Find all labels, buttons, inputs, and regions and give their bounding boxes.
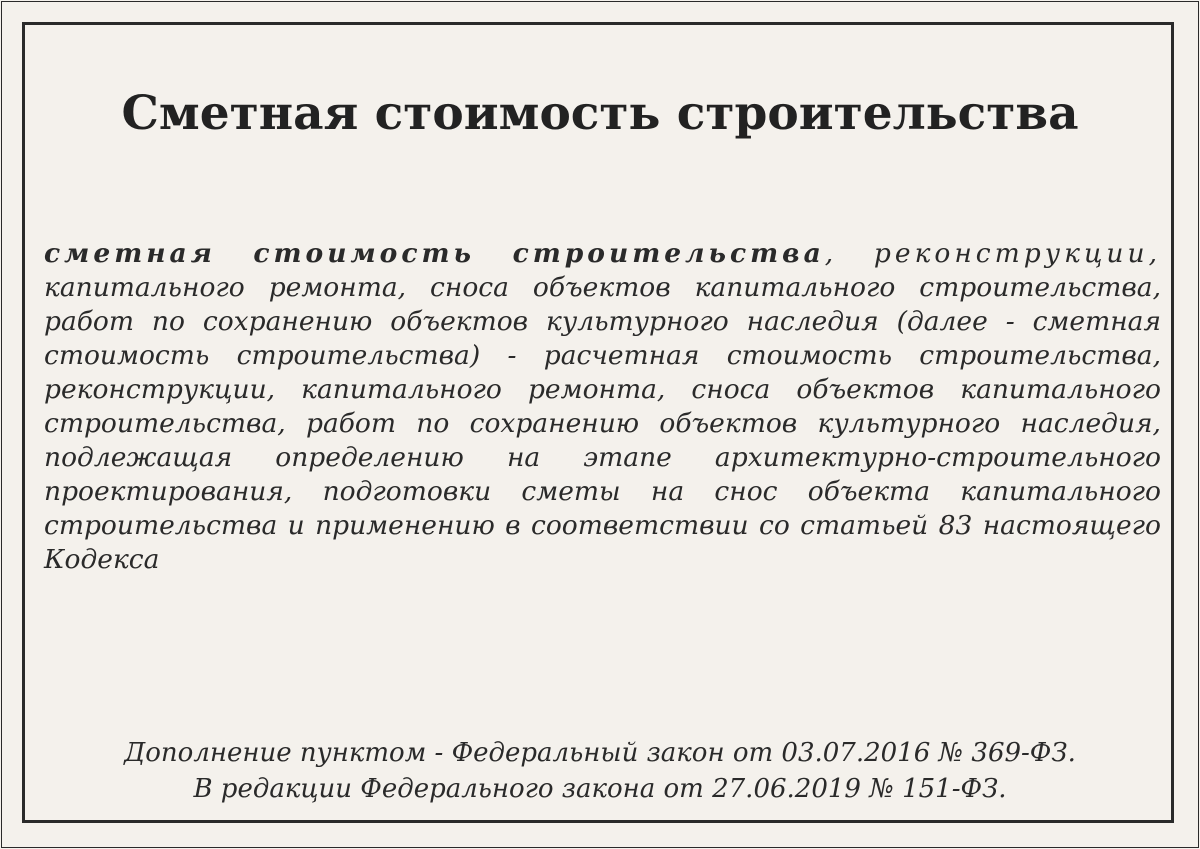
amendment-line-1: Дополнение пунктом - Федеральный закон от 03.07.2016 № 369-ФЗ.: [124, 738, 1076, 768]
definition-body: капитального ремонта, сноса объектов капитального строительства, работ по сохранению объектов культурного наследия (далее - сметная стоимость строительства) - расчетная стоимость строительства, реконструкции, капитального ремонта, сноса объектов капитального строительства, работ по сохранению объектов культурного наследия, подлежащая определению на этапе архитектурно-строительного проектирования, подготовки сметы на снос объекта капитального строительства и применению в соответствии со статьей 83 настоящего Кодекса: [44, 272, 1161, 575]
page-title: Сметная стоимость строительства: [121, 86, 1079, 141]
amendment-note: [40, 735, 1160, 807]
defined-term: сметная стоимость строительства: [44, 238, 825, 269]
definition-lead: , реконструкции,: [824, 238, 1161, 269]
amendment-line-2: В редакции Федерального закона от 27.06.2019 № 151-ФЗ.: [193, 774, 1007, 804]
definition-text: [44, 237, 1161, 577]
